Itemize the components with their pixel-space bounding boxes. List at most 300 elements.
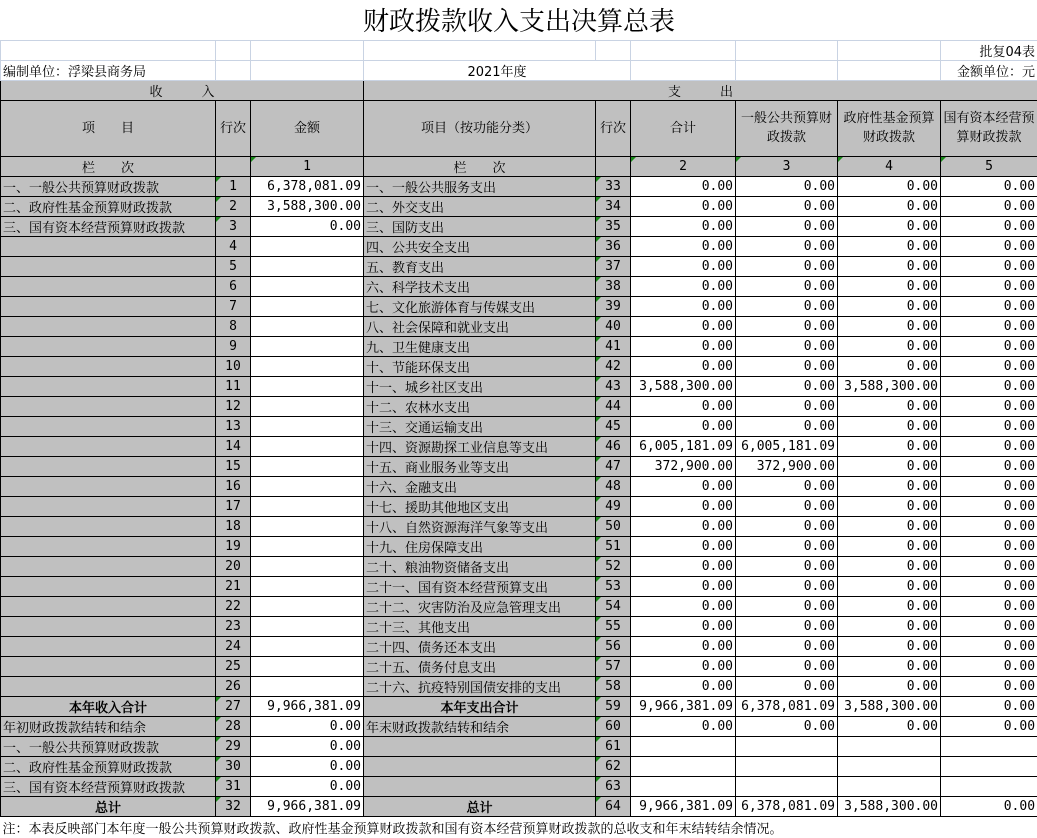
sheet-title: 财政拨款收入支出决算总表 — [1, 0, 1037, 40]
income-amount-cell[interactable]: 3,588,300.00 — [251, 196, 364, 216]
state-capital-amount-cell[interactable] — [941, 756, 1037, 776]
fund-amount-cell[interactable]: 3,588,300.00 — [838, 796, 941, 816]
income-amount-cell[interactable] — [251, 256, 364, 276]
state-capital-amount-cell[interactable]: 0.00 — [941, 656, 1037, 676]
income-item-cell — [1, 516, 216, 536]
fund-amount-cell[interactable]: 0.00 — [838, 336, 941, 356]
income-item-cell — [1, 376, 216, 396]
col-expense-item: 项目（按功能分类） — [364, 100, 596, 156]
income-item-cell: 总计 — [1, 796, 216, 816]
state-capital-amount-cell[interactable]: 0.00 — [941, 236, 1037, 256]
total-amount-cell[interactable]: 0.00 — [631, 336, 736, 356]
income-amount-cell[interactable] — [251, 416, 364, 436]
income-amount-cell[interactable]: 0.00 — [251, 756, 364, 776]
state-capital-amount-cell[interactable]: 0.00 — [941, 336, 1037, 356]
total-amount-cell[interactable]: 372,900.00 — [631, 456, 736, 476]
fund-amount-cell[interactable]: 0.00 — [838, 496, 941, 516]
income-amount-cell[interactable] — [251, 376, 364, 396]
total-amount-cell[interactable] — [631, 756, 736, 776]
general-amount-cell[interactable]: 0.00 — [736, 196, 838, 216]
expense-line-cell: 37 — [596, 256, 631, 276]
state-capital-amount-cell[interactable]: 0.00 — [941, 256, 1037, 276]
general-amount-cell[interactable]: 0.00 — [736, 656, 838, 676]
general-amount-cell[interactable]: 6,005,181.09 — [736, 436, 838, 456]
fund-amount-cell[interactable]: 0.00 — [838, 296, 941, 316]
state-capital-amount-cell[interactable]: 0.00 — [941, 536, 1037, 556]
income-amount-cell[interactable]: 0.00 — [251, 776, 364, 796]
income-amount-cell[interactable]: 0.00 — [251, 216, 364, 236]
table-row — [1, 716, 1037, 736]
income-line-cell: 22 — [216, 596, 251, 616]
general-amount-cell[interactable]: 0.00 — [736, 516, 838, 536]
total-amount-cell[interactable]: 0.00 — [631, 496, 736, 516]
table-row — [1, 456, 1037, 476]
expense-item-cell: 二十二、灾害防治及应急管理支出 — [364, 596, 596, 616]
col-fund: 政府性基金预算财政拨款 — [838, 100, 941, 156]
general-amount-cell[interactable]: 0.00 — [736, 416, 838, 436]
income-amount-cell[interactable]: 0.00 — [251, 736, 364, 756]
expense-line-cell: 44 — [596, 396, 631, 416]
expense-line-cell: 45 — [596, 416, 631, 436]
total-amount-cell[interactable]: 0.00 — [631, 676, 736, 696]
expense-line-cell: 50 — [596, 516, 631, 536]
general-amount-cell[interactable]: 0.00 — [736, 256, 838, 276]
general-amount-cell[interactable]: 0.00 — [736, 336, 838, 356]
expense-item-cell: 十五、商业服务业等支出 — [364, 456, 596, 476]
total-amount-cell[interactable]: 0.00 — [631, 656, 736, 676]
income-item-cell — [1, 476, 216, 496]
expense-item-cell: 二十六、抗疫特别国债安排的支出 — [364, 676, 596, 696]
income-amount-cell[interactable] — [251, 656, 364, 676]
table-row — [1, 196, 1037, 216]
state-capital-amount-cell[interactable]: 0.00 — [941, 456, 1037, 476]
total-amount-cell[interactable]: 0.00 — [631, 476, 736, 496]
total-amount-cell[interactable]: 0.00 — [631, 236, 736, 256]
fund-amount-cell[interactable]: 0.00 — [838, 656, 941, 676]
empty-cell — [1, 40, 216, 60]
state-capital-amount-cell[interactable]: 0.00 — [941, 376, 1037, 396]
total-amount-cell[interactable]: 0.00 — [631, 416, 736, 436]
table-row — [1, 776, 1037, 796]
expense-line-cell: 51 — [596, 536, 631, 556]
income-amount-cell[interactable] — [251, 476, 364, 496]
expense-item-cell: 八、社会保障和就业支出 — [364, 316, 596, 336]
income-amount-cell[interactable] — [251, 436, 364, 456]
fund-amount-cell[interactable]: 0.00 — [838, 416, 941, 436]
table-row — [1, 516, 1037, 536]
fund-amount-cell[interactable]: 0.00 — [838, 716, 941, 736]
general-amount-cell[interactable]: 0.00 — [736, 496, 838, 516]
expense-section-header: 支 出 — [364, 80, 1037, 100]
general-amount-cell[interactable]: 0.00 — [736, 296, 838, 316]
income-line-cell: 27 — [216, 696, 251, 716]
income-amount-cell[interactable] — [251, 596, 364, 616]
state-capital-amount-cell[interactable]: 0.00 — [941, 176, 1037, 196]
table-row — [1, 256, 1037, 276]
table-row — [1, 336, 1037, 356]
total-amount-cell[interactable]: 0.00 — [631, 576, 736, 596]
income-amount-cell[interactable] — [251, 336, 364, 356]
footnote: 注：本表反映部门本年度一般公共预算财政拨款、政府性基金预算财政拨款和国有资本经营预算财政拨款的总收支和年末结转结余情况。 — [1, 816, 1037, 838]
income-line-cell: 2 — [216, 196, 251, 216]
income-line-cell: 1 — [216, 176, 251, 196]
income-item-cell — [1, 536, 216, 556]
state-capital-amount-cell[interactable]: 0.00 — [941, 596, 1037, 616]
state-capital-amount-cell[interactable]: 0.00 — [941, 316, 1037, 336]
expense-item-cell: 七、文化旅游体育与传媒支出 — [364, 296, 596, 316]
expense-line-cell: 56 — [596, 636, 631, 656]
income-item-cell — [1, 236, 216, 256]
income-item-cell — [1, 496, 216, 516]
income-amount-cell[interactable] — [251, 456, 364, 476]
state-capital-amount-cell[interactable]: 0.00 — [941, 396, 1037, 416]
expense-line-cell: 35 — [596, 216, 631, 236]
general-amount-cell[interactable]: 0.00 — [736, 616, 838, 636]
state-capital-amount-cell[interactable]: 0.00 — [941, 496, 1037, 516]
general-amount-cell[interactable] — [736, 736, 838, 756]
expense-line-cell: 36 — [596, 236, 631, 256]
empty-cell — [364, 40, 596, 60]
general-amount-cell[interactable]: 0.00 — [736, 576, 838, 596]
general-amount-cell[interactable]: 6,378,081.09 — [736, 696, 838, 716]
income-item-cell: 一、一般公共预算财政拨款 — [1, 736, 216, 756]
income-amount-cell[interactable]: 9,966,381.09 — [251, 696, 364, 716]
expense-item-cell: 十九、住房保障支出 — [364, 536, 596, 556]
expense-line-cell: 62 — [596, 756, 631, 776]
income-amount-cell[interactable] — [251, 236, 364, 256]
fund-amount-cell[interactable]: 0.00 — [838, 476, 941, 496]
income-line-cell: 13 — [216, 416, 251, 436]
expense-line-cell: 34 — [596, 196, 631, 216]
expense-line-cell: 42 — [596, 356, 631, 376]
expense-item-cell — [364, 756, 596, 776]
general-amount-cell[interactable]: 0.00 — [736, 356, 838, 376]
empty-cell — [631, 60, 736, 80]
fund-amount-cell[interactable] — [838, 756, 941, 776]
table-row — [1, 236, 1037, 256]
income-line-cell: 5 — [216, 256, 251, 276]
fund-amount-cell[interactable]: 0.00 — [838, 556, 941, 576]
state-capital-amount-cell[interactable]: 0.00 — [941, 516, 1037, 536]
fund-amount-cell[interactable]: 0.00 — [838, 576, 941, 596]
income-item-cell — [1, 396, 216, 416]
col-state-capital: 国有资本经营预算财政拨款 — [941, 100, 1037, 156]
expense-item-cell: 六、科学技术支出 — [364, 276, 596, 296]
total-amount-cell[interactable]: 0.00 — [631, 356, 736, 376]
general-amount-cell[interactable]: 0.00 — [736, 216, 838, 236]
expense-item-cell: 十、节能环保支出 — [364, 356, 596, 376]
table-row — [1, 356, 1037, 376]
expense-line-cell: 54 — [596, 596, 631, 616]
general-amount-cell[interactable]: 0.00 — [736, 176, 838, 196]
fund-amount-cell[interactable]: 0.00 — [838, 596, 941, 616]
fund-amount-cell[interactable] — [838, 736, 941, 756]
table-row — [1, 496, 1037, 516]
total-amount-cell[interactable] — [631, 776, 736, 796]
income-line-cell: 30 — [216, 756, 251, 776]
state-capital-amount-cell[interactable]: 0.00 — [941, 436, 1037, 456]
total-amount-cell[interactable]: 0.00 — [631, 176, 736, 196]
fund-amount-cell[interactable]: 0.00 — [838, 216, 941, 236]
expense-line-cell: 48 — [596, 476, 631, 496]
column-index-label-expense: 栏 次 — [364, 156, 596, 176]
total-amount-cell[interactable]: 0.00 — [631, 296, 736, 316]
fund-amount-cell[interactable]: 0.00 — [838, 396, 941, 416]
state-capital-amount-cell[interactable]: 0.00 — [941, 796, 1037, 816]
empty-cell — [631, 40, 736, 60]
table-row — [1, 756, 1037, 776]
income-item-cell: 本年收入合计 — [1, 696, 216, 716]
income-amount-cell[interactable] — [251, 316, 364, 336]
fund-amount-cell[interactable]: 3,588,300.00 — [838, 696, 941, 716]
income-item-cell: 一、一般公共预算财政拨款 — [1, 176, 216, 196]
expense-line-cell: 33 — [596, 176, 631, 196]
expense-item-cell: 年末财政拨款结转和结余 — [364, 716, 596, 736]
empty-cell — [216, 156, 251, 176]
state-capital-amount-cell[interactable]: 0.00 — [941, 356, 1037, 376]
expense-line-cell: 46 — [596, 436, 631, 456]
income-item-cell — [1, 456, 216, 476]
total-amount-cell[interactable]: 3,588,300.00 — [631, 376, 736, 396]
total-amount-cell[interactable]: 0.00 — [631, 636, 736, 656]
total-amount-cell[interactable] — [631, 736, 736, 756]
total-amount-cell[interactable]: 0.00 — [631, 256, 736, 276]
income-amount-cell[interactable]: 9,966,381.09 — [251, 796, 364, 816]
currency-unit: 金额单位：元 — [941, 60, 1037, 80]
state-capital-amount-cell[interactable]: 0.00 — [941, 636, 1037, 656]
expense-item-cell — [364, 736, 596, 756]
expense-item-cell: 九、卫生健康支出 — [364, 336, 596, 356]
fiscal-year: 2021年度 — [364, 60, 631, 80]
state-capital-amount-cell[interactable]: 0.00 — [941, 476, 1037, 496]
income-item-cell — [1, 276, 216, 296]
fund-amount-cell[interactable]: 0.00 — [838, 456, 941, 476]
income-amount-cell[interactable] — [251, 636, 364, 656]
general-amount-cell[interactable] — [736, 776, 838, 796]
state-capital-amount-cell[interactable]: 0.00 — [941, 416, 1037, 436]
fund-amount-cell[interactable] — [838, 776, 941, 796]
total-amount-cell[interactable]: 0.00 — [631, 196, 736, 216]
income-section-header: 收 入 — [1, 80, 364, 100]
expense-item-cell: 二十五、债务付息支出 — [364, 656, 596, 676]
table-row — [1, 796, 1037, 816]
table-row — [1, 296, 1037, 316]
expense-line-cell: 57 — [596, 656, 631, 676]
income-line-cell: 10 — [216, 356, 251, 376]
fund-amount-cell[interactable]: 0.00 — [838, 436, 941, 456]
total-amount-cell[interactable]: 0.00 — [631, 516, 736, 536]
expense-line-cell: 60 — [596, 716, 631, 736]
expense-line-cell: 47 — [596, 456, 631, 476]
fund-amount-cell[interactable]: 3,588,300.00 — [838, 376, 941, 396]
empty-cell — [251, 60, 364, 80]
empty-cell — [251, 40, 364, 60]
income-amount-cell[interactable] — [251, 576, 364, 596]
expense-item-cell: 十六、金融支出 — [364, 476, 596, 496]
general-amount-cell[interactable]: 0.00 — [736, 396, 838, 416]
total-amount-cell[interactable]: 9,966,381.09 — [631, 696, 736, 716]
expense-item-cell: 二十一、国有资本经营预算支出 — [364, 576, 596, 596]
income-line-cell: 4 — [216, 236, 251, 256]
total-amount-cell[interactable]: 6,005,181.09 — [631, 436, 736, 456]
state-capital-amount-cell[interactable]: 0.00 — [941, 276, 1037, 296]
col-expense-line: 行次 — [596, 100, 631, 156]
fund-amount-cell[interactable]: 0.00 — [838, 176, 941, 196]
general-amount-cell[interactable]: 372,900.00 — [736, 456, 838, 476]
general-amount-cell[interactable]: 0.00 — [736, 316, 838, 336]
general-amount-cell[interactable]: 0.00 — [736, 376, 838, 396]
total-amount-cell[interactable]: 0.00 — [631, 596, 736, 616]
income-item-cell — [1, 416, 216, 436]
income-amount-cell[interactable] — [251, 676, 364, 696]
fund-amount-cell[interactable]: 0.00 — [838, 236, 941, 256]
state-capital-amount-cell[interactable]: 0.00 — [941, 616, 1037, 636]
income-line-cell: 31 — [216, 776, 251, 796]
income-item-cell — [1, 576, 216, 596]
empty-cell — [736, 40, 838, 60]
income-line-cell: 8 — [216, 316, 251, 336]
income-amount-cell[interactable] — [251, 556, 364, 576]
fund-amount-cell[interactable]: 0.00 — [838, 616, 941, 636]
expense-item-cell: 四、公共安全支出 — [364, 236, 596, 256]
general-amount-cell[interactable]: 0.00 — [736, 476, 838, 496]
fund-amount-cell[interactable]: 0.00 — [838, 636, 941, 656]
empty-cell — [216, 40, 251, 60]
column-index-2: 2 — [631, 156, 736, 176]
income-item-cell — [1, 676, 216, 696]
table-row — [1, 676, 1037, 696]
state-capital-amount-cell[interactable]: 0.00 — [941, 576, 1037, 596]
income-line-cell: 19 — [216, 536, 251, 556]
total-amount-cell[interactable]: 0.00 — [631, 216, 736, 236]
expense-line-cell: 43 — [596, 376, 631, 396]
income-amount-cell[interactable] — [251, 276, 364, 296]
fund-amount-cell[interactable]: 0.00 — [838, 536, 941, 556]
col-income-amount: 金额 — [251, 100, 364, 156]
general-amount-cell[interactable]: 6,378,081.09 — [736, 796, 838, 816]
total-amount-cell[interactable]: 0.00 — [631, 616, 736, 636]
expense-line-cell: 63 — [596, 776, 631, 796]
fund-amount-cell[interactable]: 0.00 — [838, 256, 941, 276]
table-row — [1, 576, 1037, 596]
fund-amount-cell[interactable]: 0.00 — [838, 356, 941, 376]
table-row — [1, 316, 1037, 336]
expense-item-cell: 十一、城乡社区支出 — [364, 376, 596, 396]
column-index-label: 栏 次 — [1, 156, 216, 176]
income-amount-cell[interactable] — [251, 536, 364, 556]
reporting-unit: 编制单位：浮梁县商务局 — [1, 60, 216, 80]
income-line-cell: 12 — [216, 396, 251, 416]
expense-line-cell: 39 — [596, 296, 631, 316]
income-line-cell: 20 — [216, 556, 251, 576]
general-amount-cell[interactable]: 0.00 — [736, 596, 838, 616]
empty-cell — [838, 40, 941, 60]
expense-item-cell: 一、一般公共服务支出 — [364, 176, 596, 196]
income-item-cell — [1, 636, 216, 656]
general-amount-cell[interactable]: 0.00 — [736, 716, 838, 736]
expense-line-cell: 52 — [596, 556, 631, 576]
general-amount-cell[interactable]: 0.00 — [736, 236, 838, 256]
expense-item-cell: 二十、粮油物资储备支出 — [364, 556, 596, 576]
table-row — [1, 556, 1037, 576]
general-amount-cell[interactable]: 0.00 — [736, 636, 838, 656]
income-item-cell — [1, 336, 216, 356]
income-line-cell: 16 — [216, 476, 251, 496]
general-amount-cell[interactable] — [736, 756, 838, 776]
state-capital-amount-cell[interactable]: 0.00 — [941, 676, 1037, 696]
expense-item-cell: 十四、资源勘探工业信息等支出 — [364, 436, 596, 456]
total-amount-cell[interactable]: 0.00 — [631, 716, 736, 736]
income-item-cell: 三、国有资本经营预算财政拨款 — [1, 216, 216, 236]
empty-cell — [736, 60, 838, 80]
expense-item-cell: 本年支出合计 — [364, 696, 596, 716]
state-capital-amount-cell[interactable]: 0.00 — [941, 296, 1037, 316]
income-item-cell — [1, 616, 216, 636]
total-amount-cell[interactable]: 0.00 — [631, 316, 736, 336]
state-capital-amount-cell[interactable]: 0.00 — [941, 696, 1037, 716]
income-amount-cell[interactable] — [251, 356, 364, 376]
income-amount-cell[interactable] — [251, 616, 364, 636]
state-capital-amount-cell[interactable]: 0.00 — [941, 556, 1037, 576]
income-amount-cell[interactable] — [251, 496, 364, 516]
fund-amount-cell[interactable]: 0.00 — [838, 676, 941, 696]
empty-cell — [838, 60, 941, 80]
col-general: 一般公共预算财政拨款 — [736, 100, 838, 156]
income-amount-cell[interactable]: 0.00 — [251, 716, 364, 736]
table-row — [1, 396, 1037, 416]
income-item-cell: 三、国有资本经营预算财政拨款 — [1, 776, 216, 796]
expense-line-cell: 55 — [596, 616, 631, 636]
general-amount-cell[interactable]: 0.00 — [736, 276, 838, 296]
total-amount-cell[interactable]: 0.00 — [631, 556, 736, 576]
expense-item-cell: 十八、自然资源海洋气象等支出 — [364, 516, 596, 536]
state-capital-amount-cell[interactable]: 0.00 — [941, 196, 1037, 216]
expense-item-cell — [364, 776, 596, 796]
total-amount-cell[interactable]: 0.00 — [631, 276, 736, 296]
income-item-cell — [1, 436, 216, 456]
total-amount-cell[interactable]: 0.00 — [631, 396, 736, 416]
table-row — [1, 276, 1037, 296]
fund-amount-cell[interactable]: 0.00 — [838, 516, 941, 536]
column-index-1: 1 — [251, 156, 364, 176]
total-amount-cell[interactable]: 9,966,381.09 — [631, 796, 736, 816]
general-amount-cell[interactable]: 0.00 — [736, 556, 838, 576]
state-capital-amount-cell[interactable] — [941, 776, 1037, 796]
general-amount-cell[interactable]: 0.00 — [736, 536, 838, 556]
state-capital-amount-cell[interactable]: 0.00 — [941, 716, 1037, 736]
income-item-cell: 二、政府性基金预算财政拨款 — [1, 196, 216, 216]
income-amount-cell[interactable] — [251, 516, 364, 536]
fund-amount-cell[interactable]: 0.00 — [838, 276, 941, 296]
expense-item-cell: 十七、援助其他地区支出 — [364, 496, 596, 516]
expense-line-cell: 53 — [596, 576, 631, 596]
fund-amount-cell[interactable]: 0.00 — [838, 316, 941, 336]
income-line-cell: 11 — [216, 376, 251, 396]
column-index-3: 3 — [736, 156, 838, 176]
income-amount-cell[interactable] — [251, 396, 364, 416]
col-total: 合计 — [631, 100, 736, 156]
total-amount-cell[interactable]: 0.00 — [631, 536, 736, 556]
income-amount-cell[interactable] — [251, 296, 364, 316]
table-row — [1, 176, 1037, 196]
income-amount-cell[interactable]: 6,378,081.09 — [251, 176, 364, 196]
income-line-cell: 24 — [216, 636, 251, 656]
income-item-cell — [1, 316, 216, 336]
state-capital-amount-cell[interactable]: 0.00 — [941, 216, 1037, 236]
fund-amount-cell[interactable]: 0.00 — [838, 196, 941, 216]
general-amount-cell[interactable]: 0.00 — [736, 676, 838, 696]
state-capital-amount-cell[interactable] — [941, 736, 1037, 756]
